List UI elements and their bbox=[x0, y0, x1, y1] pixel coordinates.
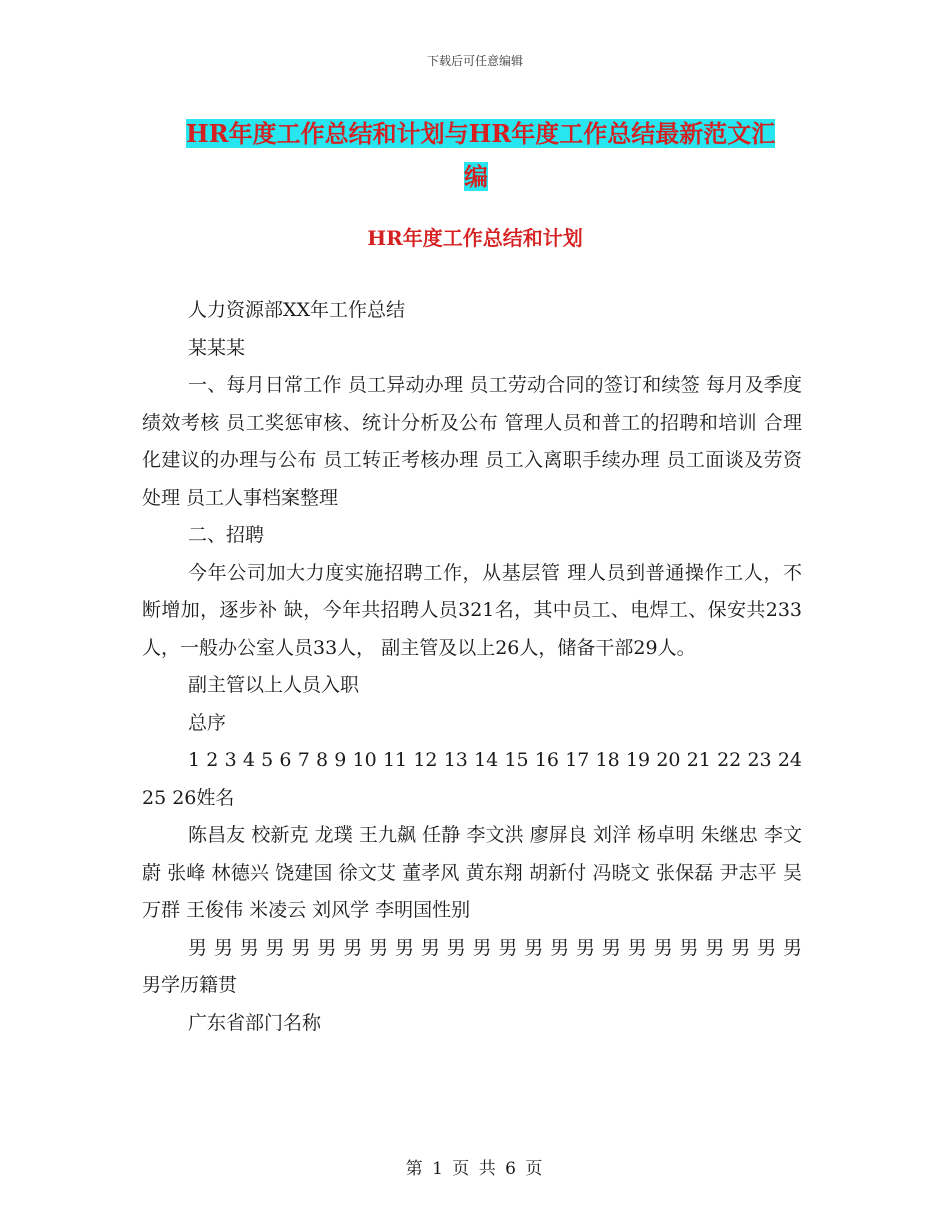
header-note: 下载后可任意编辑 bbox=[426, 54, 523, 68]
paragraph-names: 陈昌友 校新克 龙璞 王九飙 任静 李文洪 廖屏良 刘洋 杨卓明 朱继忠 李文蔚 张峰 林德兴 饶建国 徐文艾 董孝风 黄东翔 胡新付 冯晓文 张保磊 尹志平 吴万群 王俊伟 米凌云 刘风学 李明国性别 bbox=[142, 824, 802, 921]
paragraph-genders: 男 男 男 男 男 男 男 男 男 男 男 男 男 男 男 男 男 男 男 男 男 男 男 男 男学历籍贯 bbox=[142, 936, 802, 996]
title-line-2: 编 bbox=[464, 162, 488, 191]
paragraph-index-label: 总序 bbox=[188, 711, 227, 734]
paragraph-province: 广东省部门名称 bbox=[188, 1011, 322, 1034]
paragraph-recruitment-text: 今年公司加大力度实施招聘工作，从基层管 理人员到普通操作工人，不断增加，逐步补 缺，今年共招聘人员321名，其中员工、电焊工、保安共233人，一般办公室人员33人， 副主管及以上26人，储备干部29人。 bbox=[142, 561, 802, 659]
section-title: HR年度工作总结和计划 bbox=[367, 226, 583, 250]
paragraph-daily-work: 一、每月日常工作 员工异动办理 员工劳动合同的签订和续签 每月及季度绩效考核 员工奖惩审核、统计分析及公布 管理人员和普工的招聘和培训 合理化建议的办理与公布 员工转正考核办理 员工入离职手续办理 员工面谈及劳资处理 员工人事档案整理 bbox=[142, 374, 802, 509]
paragraph-recruitment-heading: 二、招聘 bbox=[188, 524, 265, 546]
document-title bbox=[186, 112, 826, 198]
title-line-1: HR年度工作总结和计划与HR年度工作总结最新范文汇 bbox=[186, 119, 776, 148]
paragraph-supervisor-entry: 副主管以上人员入职 bbox=[188, 674, 360, 696]
paragraph-dept-summary: 人力资源部XX年工作总结 bbox=[188, 299, 406, 321]
page-footer: 第 1 页 共 6 页 bbox=[405, 1159, 545, 1179]
paragraph-index-numbers: 1 2 3 4 5 6 7 8 9 10 11 12 13 14 15 16 17 18 19 20 21 22 23 24 25 26姓名 bbox=[142, 749, 802, 809]
document-body bbox=[142, 292, 802, 1042]
paragraph-author: 某某某 bbox=[188, 336, 246, 359]
